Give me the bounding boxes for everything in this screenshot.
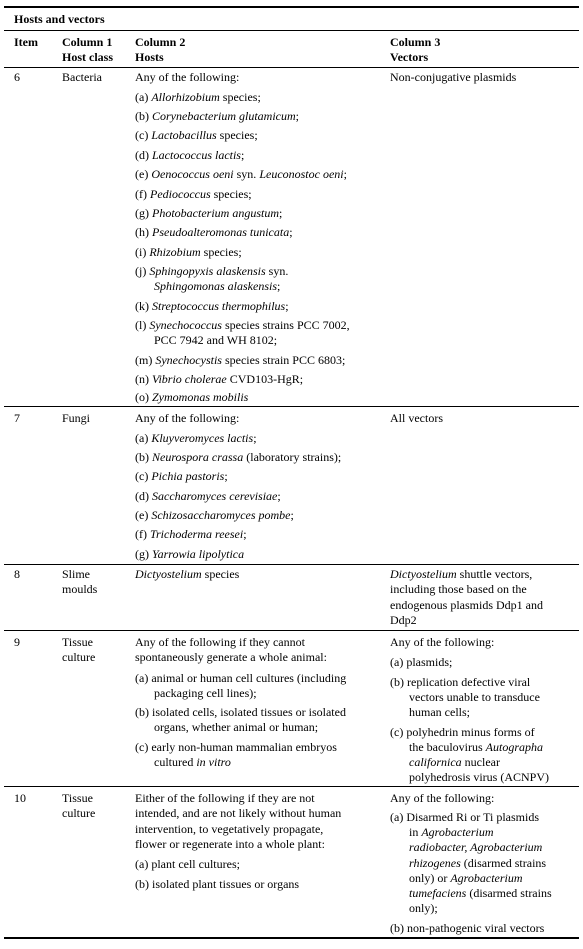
italic-text: Pichia pastoris bbox=[151, 469, 225, 483]
host-list-item bbox=[135, 469, 228, 484]
hosts-intro-cont: flower or regenerate into a whole plant: bbox=[135, 837, 325, 851]
text-span: (m) bbox=[135, 353, 156, 367]
host-list-item-cont: PCC 7942 and WH 8102; bbox=[154, 333, 278, 347]
vectors-cont: Ddp2 bbox=[390, 613, 417, 627]
host-list-item bbox=[135, 527, 247, 542]
italic-text: Yarrowia lipolytica bbox=[152, 547, 245, 561]
host-list-item: (b) isolated plant tissues or organs bbox=[135, 877, 300, 891]
hosts-intro-cont: intervention, to vegetatively propagate, bbox=[135, 822, 324, 836]
italic-text: tumefaciens bbox=[409, 886, 467, 900]
text-span: ; bbox=[285, 299, 289, 313]
text-span: ; bbox=[243, 527, 247, 541]
host-list-item bbox=[135, 299, 289, 314]
italic-text: Dictyostelium bbox=[390, 567, 457, 581]
text-span: ; bbox=[295, 109, 299, 123]
header-col1: Column 1 bbox=[62, 35, 113, 49]
header-col3: Column 3 bbox=[390, 35, 441, 49]
vectors-intro: Any of the following: bbox=[390, 791, 495, 805]
text-span: only) or bbox=[409, 871, 451, 885]
vector-list-item-cont: only); bbox=[409, 901, 438, 915]
text-span: (n) bbox=[135, 372, 152, 386]
host-list-item bbox=[135, 148, 244, 163]
italic-text: Rhizobium bbox=[149, 245, 201, 259]
hosts-intro-cont: spontaneously generate a whole animal: bbox=[135, 650, 327, 664]
text-span: species; bbox=[216, 128, 258, 142]
vector-list-item-cont bbox=[409, 825, 494, 840]
text-span: (c) bbox=[135, 128, 152, 142]
row-divider bbox=[4, 564, 579, 565]
italic-text: Leuconostoc oeni bbox=[259, 167, 344, 181]
host-class-cont: culture bbox=[62, 650, 96, 664]
vectors bbox=[390, 567, 532, 582]
text-span: (g) bbox=[135, 547, 152, 561]
text-span: (i) bbox=[135, 245, 150, 259]
italic-text: Pediococcus bbox=[150, 187, 211, 201]
vectors-cont: including those based on the bbox=[390, 582, 527, 596]
row-divider bbox=[4, 786, 579, 787]
italic-text: Lactobacillus bbox=[151, 128, 217, 142]
text-span: ; bbox=[253, 431, 257, 445]
host-list-item bbox=[135, 431, 257, 446]
item-number: 9 bbox=[14, 635, 20, 649]
header-col3-sub: Vectors bbox=[390, 50, 429, 64]
host-list-item bbox=[135, 353, 345, 368]
row-divider bbox=[4, 630, 579, 631]
text-span: ; bbox=[343, 167, 347, 181]
text-span: (f) bbox=[135, 187, 150, 201]
text-span: species; bbox=[210, 187, 252, 201]
text-span: (b) bbox=[135, 450, 152, 464]
italic-text: Synechocystis bbox=[155, 353, 222, 367]
italic-text: Schizosaccharomyces pombe bbox=[151, 508, 291, 522]
text-span: (j) bbox=[135, 264, 150, 278]
vectors: Non-conjugative plasmids bbox=[390, 70, 517, 84]
italic-text: Vibrio cholerae bbox=[152, 372, 227, 386]
top-rule bbox=[4, 6, 579, 8]
vector-list-item: (a) plasmids; bbox=[390, 655, 453, 669]
hosts-intro: Any of the following if they cannot bbox=[135, 635, 305, 649]
vector-list-item: (b) replication defective viral bbox=[390, 675, 531, 689]
italic-text: Dictyostelium bbox=[135, 567, 202, 581]
text-span: shuttle vectors, bbox=[456, 567, 533, 581]
italic-text: in vitro bbox=[196, 755, 231, 769]
text-span: species bbox=[201, 567, 240, 581]
text-span: (k) bbox=[135, 299, 152, 313]
italic-text: Trichoderma reesei bbox=[150, 527, 244, 541]
text-span: nuclear bbox=[461, 755, 500, 769]
text-span: (d) bbox=[135, 148, 152, 162]
host-class: Slime bbox=[62, 567, 91, 581]
text-span: (d) bbox=[135, 489, 152, 503]
italic-text: Autographa bbox=[485, 740, 543, 754]
text-span: ; bbox=[224, 469, 228, 483]
text-span: species; bbox=[200, 245, 242, 259]
hosts-intro: Either of the following if they are not bbox=[135, 791, 315, 805]
text-span: ; bbox=[279, 206, 283, 220]
italic-text: Allorhizobium bbox=[151, 90, 220, 104]
italic-text: Zymomonas mobilis bbox=[152, 390, 249, 404]
text-span: (e) bbox=[135, 167, 152, 181]
text-span: species; bbox=[219, 90, 261, 104]
host-class: Bacteria bbox=[62, 70, 102, 84]
host-list-item bbox=[135, 128, 258, 143]
italic-text: Neurospora crassa bbox=[152, 450, 244, 464]
text-span: (c) bbox=[135, 469, 152, 483]
italic-text: Streptococcus thermophilus bbox=[152, 299, 286, 313]
table-title: Hosts and vectors bbox=[14, 12, 105, 26]
host-list-item bbox=[135, 318, 350, 333]
vector-list-item-cont bbox=[409, 755, 500, 770]
host-list-item bbox=[135, 167, 347, 182]
text-span: (l) bbox=[135, 318, 150, 332]
vectors: All vectors bbox=[390, 411, 443, 425]
italic-text: Lactococcus lactis bbox=[152, 148, 241, 162]
host-list-item bbox=[135, 372, 303, 387]
text-span: syn. bbox=[265, 264, 289, 278]
host-class-cont: moulds bbox=[62, 582, 98, 596]
host-list-item bbox=[135, 489, 281, 504]
host-list-item: (c) early non-human mammalian embryos bbox=[135, 740, 337, 754]
italic-text: Photobacterium angustum bbox=[152, 206, 279, 220]
header-item: Item bbox=[14, 35, 38, 49]
hosts-intro: Any of the following: bbox=[135, 70, 240, 84]
italic-text: Sphingopyxis alaskensis bbox=[149, 264, 266, 278]
header-rule bbox=[4, 67, 579, 68]
text-span: the baculovirus bbox=[409, 740, 486, 754]
host-class: Tissue bbox=[62, 791, 93, 805]
host-list-item bbox=[135, 90, 261, 105]
vector-list-item: (c) polyhedrin minus forms of bbox=[390, 725, 535, 739]
host-list-item-cont bbox=[154, 279, 280, 294]
text-span: (e) bbox=[135, 508, 152, 522]
vector-list-item-cont bbox=[409, 840, 542, 855]
header-col2: Column 2 bbox=[135, 35, 186, 49]
text-span: ; bbox=[290, 508, 294, 522]
header-col1-sub: Host class bbox=[62, 50, 113, 64]
text-span: (f) bbox=[135, 527, 150, 541]
italic-text: Corynebacterium glutamicum bbox=[152, 109, 296, 123]
item-number: 10 bbox=[14, 791, 26, 805]
vector-list-item-cont bbox=[409, 886, 552, 901]
italic-text: radiobacter, Agrobacterium bbox=[409, 840, 543, 854]
host-list-item bbox=[135, 264, 288, 279]
row-divider bbox=[4, 406, 579, 407]
text-span: species strain PCC 6803; bbox=[221, 353, 346, 367]
host-list-item-cont bbox=[154, 755, 231, 770]
italic-text: rhizogenes bbox=[409, 856, 461, 870]
host-list-item bbox=[135, 225, 293, 240]
vector-list-item-cont: human cells; bbox=[409, 705, 470, 719]
host-list-item bbox=[135, 547, 244, 562]
host-list-item bbox=[135, 206, 282, 221]
text-span: (disarmed strains bbox=[466, 886, 552, 900]
host-list-item bbox=[135, 450, 341, 465]
text-span: (a) bbox=[135, 90, 152, 104]
host-class-cont: culture bbox=[62, 806, 96, 820]
vectors-cont: endogenous plasmids Ddp1 and bbox=[390, 598, 543, 612]
host-list-item: (a) animal or human cell cultures (including bbox=[135, 671, 347, 685]
vector-list-item-cont: polyhedrosis virus (ACNPV) bbox=[409, 770, 549, 784]
hosts-intro-cont: intended, and are not likely without human bbox=[135, 806, 342, 820]
text-span: species strains PCC 7002, bbox=[221, 318, 350, 332]
text-span: CVD103-HgR; bbox=[226, 372, 304, 386]
item-number: 6 bbox=[14, 70, 20, 84]
vectors-intro: Any of the following: bbox=[390, 635, 495, 649]
italic-text: Synechococcus bbox=[149, 318, 222, 332]
vector-list-item: (a) Disarmed Ri or Ti plasmids bbox=[390, 810, 539, 824]
text-span: in bbox=[409, 825, 422, 839]
host-list-item bbox=[135, 187, 252, 202]
host-list-item: (b) isolated cells, isolated tissues or isolated bbox=[135, 705, 346, 719]
text-span: (laboratory strains); bbox=[243, 450, 342, 464]
text-span: (g) bbox=[135, 206, 152, 220]
host-class: Fungi bbox=[62, 411, 91, 425]
text-span: cultured bbox=[154, 755, 197, 769]
italic-text: Oenococcus oeni bbox=[151, 167, 234, 181]
italic-text: Agrobacterium bbox=[421, 825, 494, 839]
host-list-item bbox=[135, 109, 299, 124]
item-number: 8 bbox=[14, 567, 20, 581]
host-class: Tissue bbox=[62, 635, 93, 649]
host-list-item: (a) plant cell cultures; bbox=[135, 857, 240, 871]
italic-text: Agrobacterium bbox=[450, 871, 523, 885]
host-list-item-cont: organs, whether animal or human; bbox=[154, 720, 319, 734]
text-span: ; bbox=[289, 225, 293, 239]
bottom-rule bbox=[4, 937, 579, 939]
host-list-item bbox=[135, 508, 294, 523]
text-span: (b) bbox=[135, 109, 152, 123]
vector-list-item-cont bbox=[409, 740, 543, 755]
text-span: ; bbox=[277, 279, 281, 293]
hosts bbox=[135, 567, 239, 582]
item-number: 7 bbox=[14, 411, 20, 425]
header-col2-sub: Hosts bbox=[135, 50, 164, 64]
italic-text: Kluyveromyces lactis bbox=[151, 431, 254, 445]
text-span: ; bbox=[277, 489, 281, 503]
host-list-item bbox=[135, 390, 248, 405]
host-list-item-cont: packaging cell lines); bbox=[154, 686, 257, 700]
text-span: (disarmed strains bbox=[460, 856, 547, 870]
text-span: ; bbox=[240, 148, 245, 162]
vector-list-item-cont: vectors unable to transduce bbox=[409, 690, 540, 704]
text-span: (a) bbox=[135, 431, 152, 445]
italic-text: Saccharomyces cerevisiae bbox=[152, 489, 278, 503]
host-list-item bbox=[135, 245, 242, 260]
italic-text: californica bbox=[409, 755, 462, 769]
text-span: (h) bbox=[135, 225, 152, 239]
title-rule bbox=[4, 30, 579, 31]
vector-list-item-cont bbox=[409, 871, 523, 886]
hosts-intro: Any of the following: bbox=[135, 411, 240, 425]
text-span: syn. bbox=[233, 167, 260, 181]
text-span: (o) bbox=[135, 390, 152, 404]
vector-list-item: (b) non-pathogenic viral vectors bbox=[390, 921, 545, 935]
italic-text: Sphingomonas alaskensis bbox=[154, 279, 277, 293]
italic-text: Pseudoalteromonas tunicata bbox=[152, 225, 290, 239]
vector-list-item-cont bbox=[409, 856, 546, 871]
